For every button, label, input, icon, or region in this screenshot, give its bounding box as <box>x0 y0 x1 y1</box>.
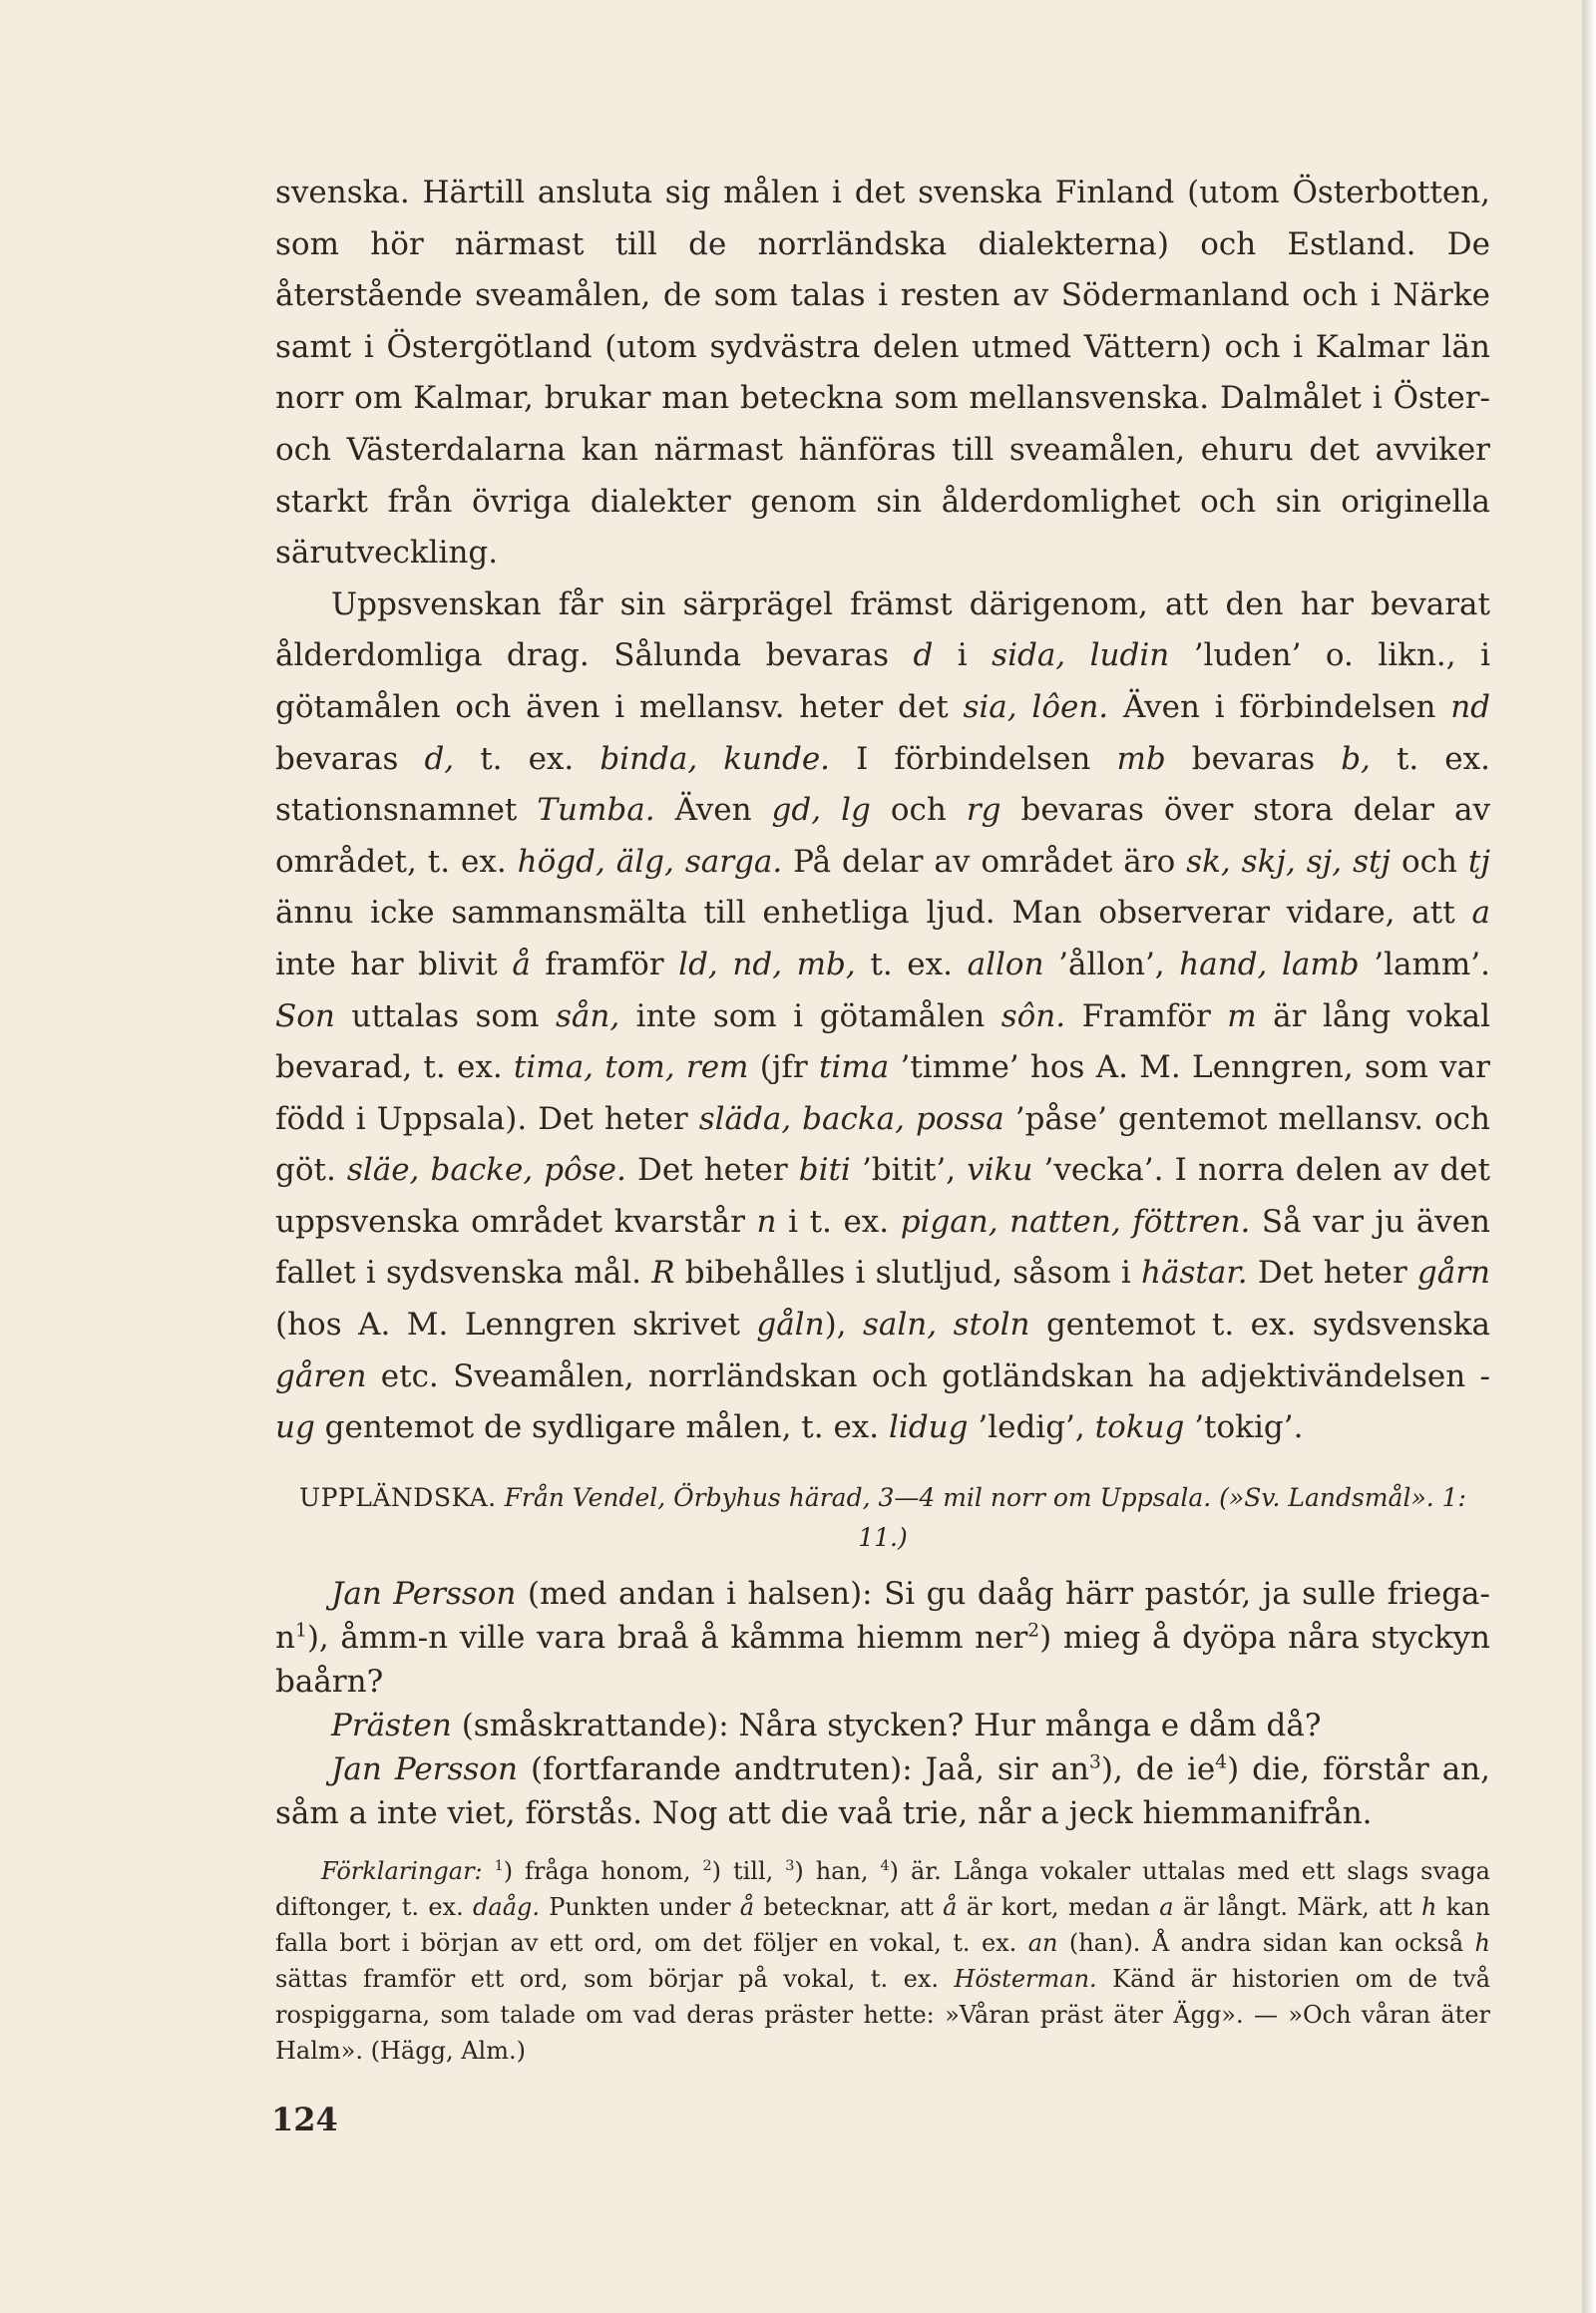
text-run: uttalas som <box>334 997 556 1034</box>
italic-text: mb <box>1116 740 1166 777</box>
dialogue-line <box>275 1704 1490 1747</box>
footnote-ref: 2 <box>1027 1620 1040 1642</box>
text-run: ’påse’ gentemot mellansv. och göt. <box>275 1100 1491 1189</box>
dialect-sample-heading <box>275 1478 1490 1558</box>
text-run: betecknar, att <box>754 1892 944 1921</box>
italic-text: h <box>1420 1892 1437 1921</box>
italic-text: tima <box>818 1049 890 1086</box>
dialogue-text <box>452 1708 1322 1743</box>
text-run: t. ex. stationsnamnet <box>275 740 1490 829</box>
dialogue-line <box>275 1572 1490 1704</box>
text-run: i <box>933 637 993 674</box>
footnote-ref: 1 <box>294 1620 307 1642</box>
footnote-ref: 1 <box>494 1857 504 1874</box>
italic-text: sk, skj, sj, stj <box>1186 843 1392 880</box>
text-run: ’vecka’. I norra delen av det uppsvenska området kvarstår <box>275 1152 1490 1240</box>
text-run: ’tokig’. <box>1184 1409 1304 1446</box>
text-run: ) han, <box>794 1856 881 1885</box>
italic-text: n <box>756 1203 777 1240</box>
italic-text: d <box>913 637 934 674</box>
text-run: Även i förbindelsen <box>1108 688 1451 725</box>
italic-text: nd <box>1450 688 1491 725</box>
italic-text: pigan, natten, föttren. <box>900 1203 1251 1240</box>
text-run: Det heter <box>1247 1255 1417 1292</box>
paragraph-1: svenska. Härtill ansluta sig målen i det svenska Finland (utom Österbotten, som hör närmast till de norrländska dialekterna) och Estland. De återstående sveamålen, de som talas i resten av Södermanland och i Närke samt i Östergötland (utom sydvästra delen utmed Vättern) och i Kalmar län norr om Kalmar, brukar man beteckna som mellansvenska. Dalmålet i Öster- och Västerdalarna kan närmast hänföras till sveamålen, ehuru det avviker starkt från övriga dialekter genom sin ålderdomlighet och sin originella särutveckling. <box>275 175 1490 572</box>
paragraph-2 <box>275 579 1490 1454</box>
text-run: gentemot de sydligare målen, t. ex. <box>314 1409 889 1446</box>
italic-text: släe, backe, pôse. <box>346 1152 626 1189</box>
page-edge <box>1582 0 1596 2313</box>
text-run: etc. Sveamålen, norrländskan och gotländskan ha adjektivändelsen <box>366 1357 1480 1394</box>
text-run: ’luden’ o. likn., i götamålen och även i mellansv. heter det <box>275 637 1490 725</box>
text-run: I förbindelsen <box>830 740 1117 777</box>
text-run: Framför <box>1065 997 1228 1034</box>
text-run: är kort, medan <box>957 1892 1160 1921</box>
italic-text: m <box>1227 997 1257 1034</box>
text-run: ) mieg å dyöpa nåra styckyn baårn? <box>275 1619 1490 1700</box>
italic-text: ld, nd, mb, <box>678 946 856 982</box>
text-run: Även <box>654 792 772 829</box>
italic-text: tj <box>1467 843 1490 880</box>
text-run: ’bitit’, <box>850 1152 968 1189</box>
text-run: och <box>1391 843 1468 880</box>
italic-text: sia, lôen. <box>963 688 1109 725</box>
text-run: ) fråga honom, <box>503 1856 703 1885</box>
italic-text: å <box>512 946 531 982</box>
italic-text: högd, älg, sarga. <box>517 843 783 880</box>
text-run: Känd är historien om de två rospiggarna, som talade om vad deras präster hette: »Våran präst äter Ägg». — »Och våran äter Halm». (Hägg, Alm.) <box>275 1964 1491 2065</box>
text-run: ’timme’ hos A. M. Lenngren, som var född i Uppsala). Det heter <box>275 1049 1490 1137</box>
italic-text: Hösterman. <box>954 1964 1097 1993</box>
text-run: (fortfarande andtruten): Jaå, sir an <box>517 1750 1089 1787</box>
text-run: framför <box>530 946 679 982</box>
text-run: är lång vokal bevarad, t. ex. <box>275 997 1491 1086</box>
text-run: inte som i götamålen <box>619 997 1001 1034</box>
italic-text: -ug <box>275 1357 1490 1446</box>
text-run: ) till, <box>711 1856 786 1885</box>
footnote-ref: 4 <box>880 1857 890 1874</box>
text-run: Så var ju även fallet i sydsvenska mål. <box>275 1203 1490 1292</box>
page-number: 124 <box>271 2101 338 2138</box>
text-run: ’ledig’, <box>968 1409 1095 1446</box>
italic-text: an <box>1027 1928 1058 1957</box>
dialogue-line <box>275 1747 1490 1835</box>
text-run: ), de ie <box>1100 1750 1216 1787</box>
text-run: ), åmm-n ville vara braå å kåmma hiemm ner <box>306 1619 1028 1656</box>
italic-text: släda, backa, possa <box>698 1100 1004 1137</box>
italic-text: gårn <box>1416 1255 1491 1292</box>
text-run: ännu icke sammansmälta till enhetliga ljud. Man observerar vidare, att <box>275 895 1472 932</box>
italic-text: sôn. <box>1000 997 1066 1034</box>
dialogue <box>275 1572 1490 1835</box>
italic-text: h <box>1474 1928 1490 1957</box>
text-run: Punkten under <box>540 1892 740 1921</box>
speaker-name: Jan Persson <box>331 1750 518 1787</box>
text-run: ) die, förstår an, såm a inte viet, förstås. Nog att die vaå trie, når a jeck hiemmanifrån. <box>275 1750 1491 1831</box>
section-title: UPPLÄNDSKA. <box>299 1482 497 1512</box>
text-run: t. ex. <box>454 740 600 777</box>
italic-text: lidug <box>889 1409 969 1446</box>
page-content <box>275 168 1490 2093</box>
text-run: inte har blivit <box>275 946 513 982</box>
italic-text: gåln <box>756 1307 825 1344</box>
italic-text: binda, kunde. <box>599 740 831 777</box>
footnote-ref: 3 <box>785 1857 795 1874</box>
italic-text: Son <box>275 997 335 1034</box>
text-run: (han). Å andra sidan kan också <box>1057 1928 1475 1957</box>
italic-text: gåren <box>275 1357 367 1394</box>
text-run: (med andan i halsen): Si gu daåg härr pastór, ja sulle friega-n <box>275 1575 1490 1656</box>
italic-text: hand, lamb <box>1179 946 1360 982</box>
italic-text: a <box>1159 1892 1174 1921</box>
italic-text: viku <box>967 1152 1033 1189</box>
text-run: bevaras <box>275 740 425 777</box>
footnote-ref: 2 <box>702 1857 712 1874</box>
text-run: bevaras <box>1165 740 1342 777</box>
text-run: På delar av området äro <box>782 843 1187 880</box>
italic-text: sån, <box>555 997 620 1034</box>
italic-text: hästar. <box>1141 1255 1248 1292</box>
text-run: ’lamm’. <box>1359 946 1490 982</box>
text-run: (jfr <box>748 1049 819 1086</box>
italic-text: biti <box>798 1152 851 1189</box>
italic-text: d, <box>424 740 455 777</box>
italic-text: tokug <box>1094 1409 1185 1446</box>
italic-text: gd, lg <box>771 792 871 829</box>
footnote-ref: 3 <box>1089 1751 1101 1773</box>
text-run: Det heter <box>625 1152 799 1189</box>
italic-text: allon <box>967 946 1044 982</box>
text-run: (småskrattande): Nåra stycken? Hur många e dåm då? <box>451 1707 1322 1743</box>
text-run: ) är. Långa vokaler uttalas med ett slags svaga diftonger, t. ex. <box>275 1856 1490 1921</box>
italic-text: daåg. <box>473 1892 540 1921</box>
speaker-name: Jan Persson <box>331 1575 517 1612</box>
section-source: Från Vendel, Örbyhus härad, 3—4 mil norr om Uppsala. (»Sv. Landsmål». 1: 11.) <box>504 1482 1466 1552</box>
text-run: t. ex. <box>855 946 968 982</box>
text-run: bibehålles i slutljud, såsom i <box>674 1255 1142 1292</box>
text-run: kan falla bort i början av ett ord, om det följer en vokal, t. ex. <box>275 1892 1491 1957</box>
italic-text: a <box>1471 895 1490 932</box>
italic-text: sida, ludin <box>992 637 1170 674</box>
italic-text: Förklaringar: <box>321 1856 495 1885</box>
text-run: ), <box>824 1307 863 1344</box>
text-run: i t. ex. <box>776 1203 901 1240</box>
footnotes <box>275 1853 1490 2069</box>
text-run: bevaras över stora delar av området, t. ex. <box>275 792 1490 880</box>
text-run: gentemot t. ex. sydsvenska <box>1029 1307 1490 1344</box>
text-run: Uppsvenskan får sin särprägel främst därigenom, att den har bevarat ålderdomliga drag. Sålunda bevaras <box>275 585 1490 674</box>
text-run: (hos A. M. Lenngren skrivet <box>275 1307 757 1344</box>
italic-text: R <box>651 1255 675 1292</box>
italic-text: saln, stoln <box>863 1307 1030 1344</box>
italic-text: rg <box>966 792 1001 829</box>
text-run: ’ållon’, <box>1043 946 1180 982</box>
text-run: sättas framför ett ord, som börjar på vokal, t. ex. <box>275 1964 955 1993</box>
italic-text: b, <box>1341 740 1371 777</box>
italic-text: tima, tom, rem <box>513 1049 749 1086</box>
text-run: och <box>870 792 967 829</box>
footnote-ref: 4 <box>1215 1751 1228 1773</box>
italic-text: Tumba. <box>537 792 655 829</box>
italic-text: å <box>739 1892 755 1921</box>
italic-text: å <box>943 1892 958 1921</box>
text-run: är långt. Märk, att <box>1173 1892 1421 1921</box>
speaker-name: Prästen <box>331 1707 452 1743</box>
body-text <box>275 168 1490 1454</box>
